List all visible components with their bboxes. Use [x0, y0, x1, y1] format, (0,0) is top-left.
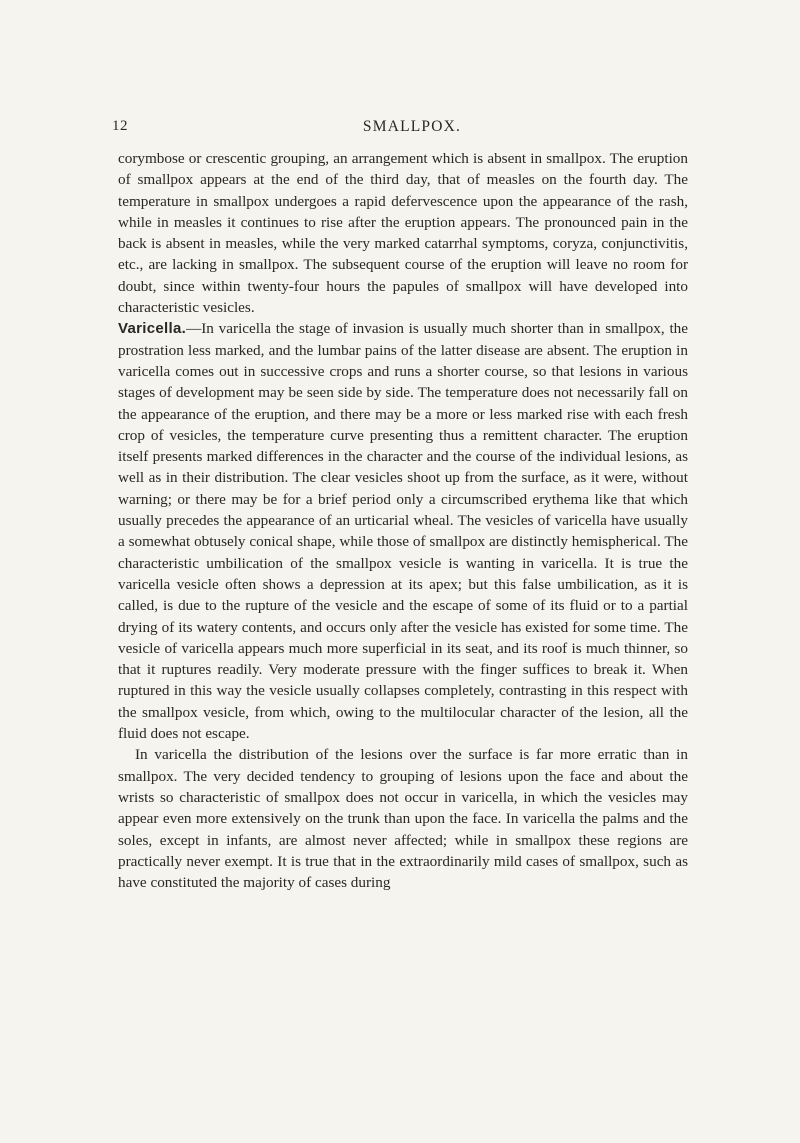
paragraph-measles-comparison	[118, 148, 688, 318]
section-heading-varicella: Varicella.	[118, 320, 187, 338]
running-title: SMALLPOX.	[362, 118, 462, 135]
paragraph-text: corymbose or crescentic grouping, an arrangement which is absent in smallpox. The eruption of smallpox appears at the end of the third day, that of measles on the fourth day. The temperature in smallpox undergoes a rapid defervescence upon the appearance of the rash, while in measles it continues to rise after the eruption appears. The pronounced pain in the back is absent in measles, while the very marked catarrhal symptoms, coryza, conjunctivitis, etc., are lacking in smallpox. The subsequent course of the eruption will leave no room for doubt, since within twenty-four hours the papules of smallpox will have developed into characteristic vesicles.	[118, 150, 688, 317]
paragraph-varicella	[118, 318, 688, 744]
body-text	[118, 148, 688, 893]
paragraph-text: In varicella the distribution of the lesions over the surface is far more erratic than in smallpox. The very decided tendency to grouping of lesions upon the face and about the wrists so characteristic of smallpox does not occur in varicella, in which the vesicles may appear even more extensively on the trunk than upon the face. In varicella the palms and the soles, except in infants, are almost never affected; while in smallpox these regions are practically never exempt. It is true that in the extraordinarily mild cases of smallpox, such as have constituted the majority of cases during	[118, 746, 688, 892]
page-number: 12	[112, 118, 128, 134]
paragraph-distribution	[118, 744, 688, 893]
running-head	[112, 118, 712, 142]
paragraph-text: —In varicella the stage of invasion is usually much shorter than in smallpox, the prostration less marked, and the lumbar pains of the latter disease are absent. The eruption in varicella comes out in successive crops and runs a shorter course, so that lesions in various stages of development may be seen side by side. The temperature does not necessarily fall on the appearance of the eruption, and there may be a more or less marked rise with each fresh crop of vesicles, the temperature curve presenting thus a remittent character. The eruption itself presents marked differences in the character and the course of the individual lesions, as well as in their distribution. The clear vesicles shoot up from the surface, as it were, without warning; or there may be for a brief period only a circumscribed erythema like that which usually precedes the appearance of an urticarial wheal. The vesicles of varicella have usually a somewhat obtusely conical shape, while those of smallpox are distinctly hemispherical. The characteristic umbilication of the smallpox vesicle is wanting in varicella. It is true the varicella vesicle often shows a depression at its apex; but this false umbilication, as it is called, is due to the rupture of the vesicle and the escape of some of its fluid or to a partial drying of its watery contents, and occurs only after the vesicle has existed for some time. The vesicle of varicella appears much more superficial in its seat, and its roof is much thinner, so that it ruptures readily. Very moderate pressure with the finger suffices to break it. When ruptured in this way the vesicle usually collapses completely, contrasting in this respect with the smallpox vesicle, from which, owing to the multilocular character of the lesion, all the fluid does not escape.	[118, 320, 688, 743]
